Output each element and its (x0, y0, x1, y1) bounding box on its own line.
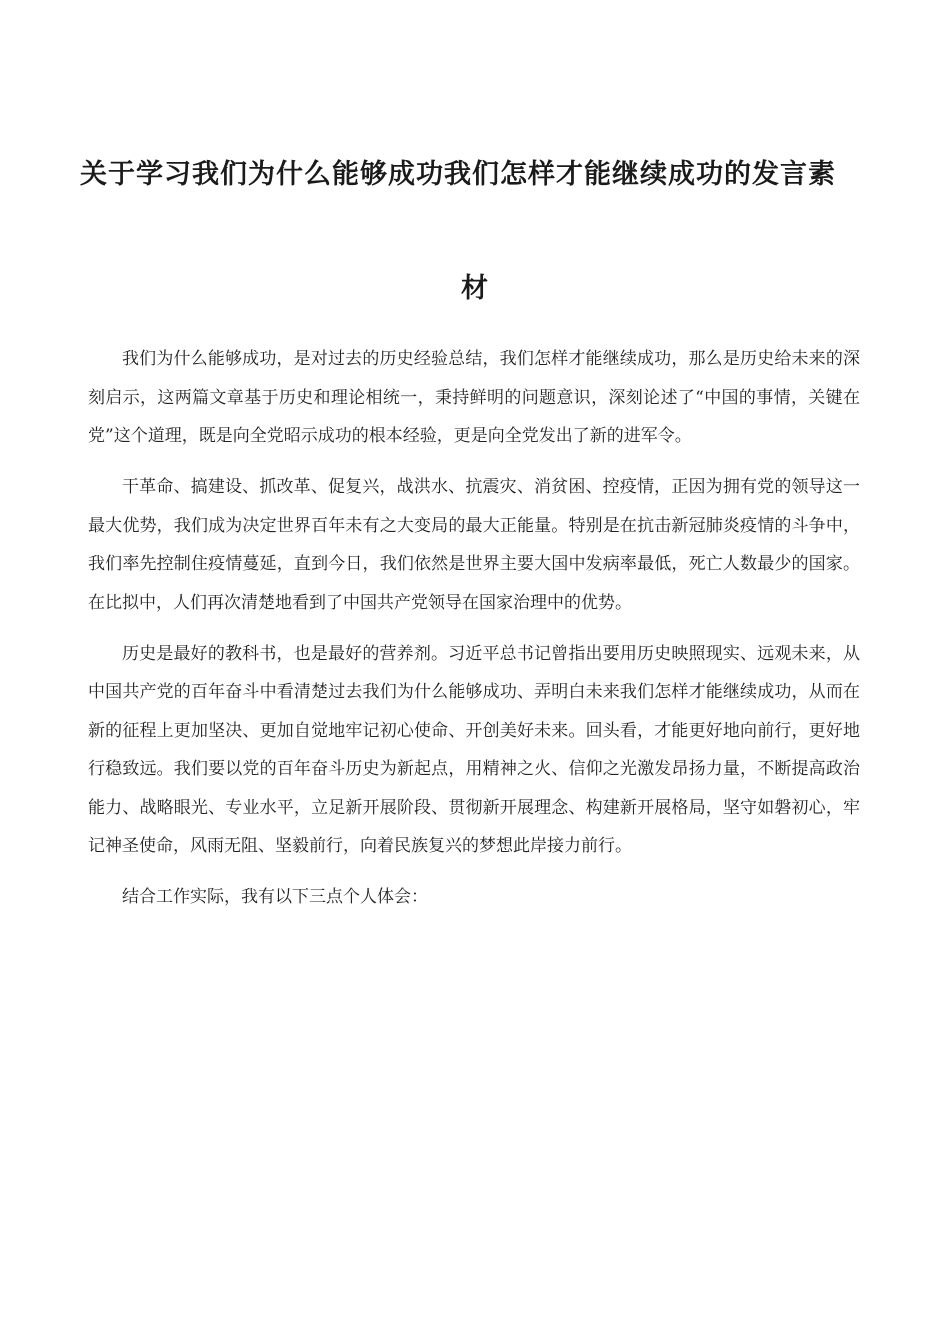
document-body (88, 340, 860, 929)
paragraph: 干革命、搞建设、抓改革、促复兴，战洪水、抗震灾、消贫困、控疫情，正因为拥有党的领导这一最大优势，我们成为决定世界百年未有之大变局的最大正能量。特别是在抗击新冠肺炎疫情的斗争中，我们率先控制住疫情蔓延，直到今日，我们依然是世界主要大国中发病率最低，死亡人数最少的国家。在比拟中，人们再次清楚地看到了中国共产党领导在国家治理中的优势。 (88, 477, 860, 613)
paragraph: 历史是最好的教科书，也是最好的营养剂。习近平总书记曾指出要用历史映照现实、远观未来，从中国共产党的百年奋斗中看清楚过去我们为什么能够成功、弄明白未来我们怎样才能继续成功，从而在新的征程上更加坚决、更加自觉地牢记初心使命、开创美好未来。回头看，才能更好地向前行，更好地行稳致远。我们要以党的百年奋斗历史为新起点，用精神之火、信仰之光激发昂扬力量，不断提高政治能力、战略眼光、专业水平，立足新开展阶段、贯彻新开展理念、构建新开展格局，坚守如磐初心，牢记神圣使命，风雨无阻、坚毅前行，向着民族复兴的梦想此岸接力前行。 (88, 643, 860, 856)
document-title (80, 148, 870, 316)
paragraph: 我们为什么能够成功，是对过去的历史经验总结，我们怎样才能继续成功，那么是历史给未来的深刻启示，这两篇文章基于历史和理论相统一，秉持鲜明的问题意识，深刻论述了“中国的事情，关键在党”这个道理，既是向全党昭示成功的根本经验，更是向全党发出了新的进军令。 (88, 349, 860, 446)
title-line-2: 材 (461, 273, 489, 304)
title-line-1: 关于学习我们为什么能够成功我们怎样才能继续成功的发言素 (80, 159, 836, 190)
paragraph: 结合工作实际，我有以下三点个人体会： (122, 887, 428, 907)
